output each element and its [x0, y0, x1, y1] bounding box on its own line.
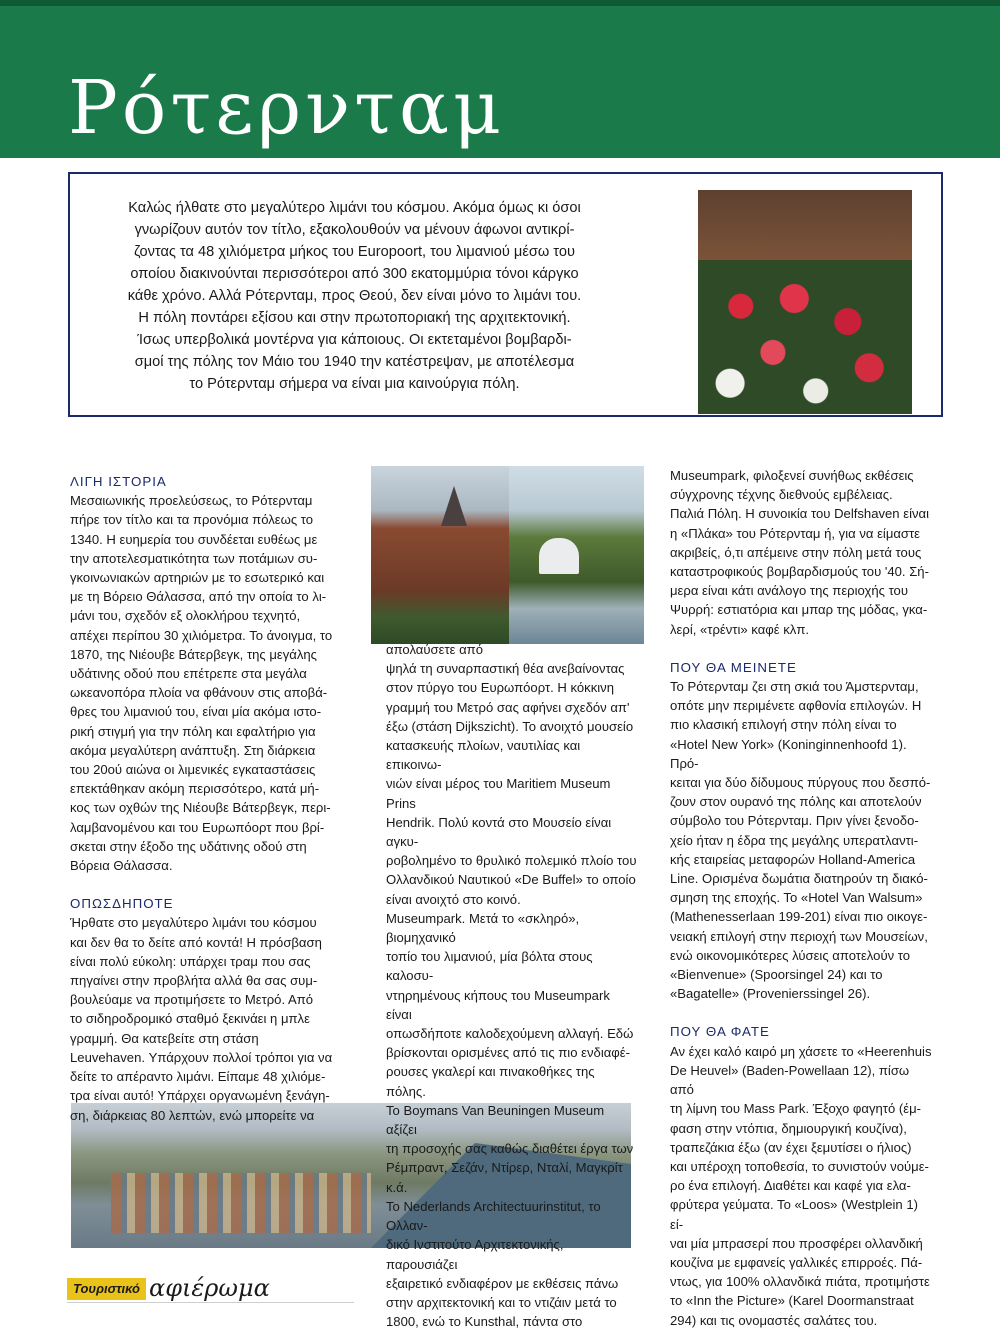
body-line: βουλεύαμε να προτιμήσετε το Μετρό. Από — [70, 992, 314, 1008]
body-line: Το Nederlands Architectuurinstitut, το Ολλαν- — [386, 1198, 601, 1234]
body-line: οπότε μην περιμένετε αφθονία επιλογών. Η — [670, 698, 922, 714]
intro-line: Η πόλη ποντάρει εξίσου και στην πρωτοποριακή της αρχιτεκτονική. — [138, 310, 571, 326]
body-line: ακόμα μεγαλύτερη ανάπτυξη. Στη διάρκεια — [70, 742, 316, 758]
body-line: «Hotel New York» (Koninginnenhoofd 1). Πρό- — [670, 736, 907, 771]
body-line: Ρέμπραντ, Σεζάν, Ντίρερ, Νταλί, Μαγκρίτ κ.ά. — [386, 1160, 623, 1195]
intro-line: ζοντας τα 48 χιλιόμετρα μήκος του Europoort, του λιμανιού μέσω του — [134, 244, 575, 260]
column-1 — [70, 472, 355, 1125]
body-line: βρίσκονται ορισμένες από τις πιο ενδιαφέ- — [386, 1045, 630, 1061]
body-line: τη λίμνη του Mass Park. Έξοχο φαγητό (έμ- — [670, 1101, 921, 1117]
footer-rule — [67, 1302, 354, 1303]
body-line: ναι μία μπρασερί που προσφέρει ολλανδική — [670, 1235, 923, 1251]
cafe-flowers-photo — [698, 190, 912, 414]
body-line: μάνι του, σχεδόν εξ ολοκλήρου τεχνητό, — [70, 608, 301, 624]
body-line: χείο ήταν η έδρα της μεγάλης υπερατλαντι- — [670, 832, 919, 848]
body-line: 1870, της Νιέουβε Βάτερβεγκ, της μεγάλης — [70, 646, 317, 662]
intro-line: Ίσως υπερβολικά μοντέρνα για κάποιους. Οι εκτεταμένοι βομβαρδι- — [137, 332, 572, 348]
body-line: με τη Βόρειο Θάλασσα, από την οποία το λι- — [70, 589, 327, 605]
intro-line: γνωρίζουν αυτόν τον τίτλο, εξακολουθούν να μένουν άφωνοι αντικρί- — [134, 222, 575, 238]
body-line: καταστροφικούς βομβαρδισμούς του '40. Σή- — [670, 564, 929, 580]
body-line: Ψυρρή: εστιατόρια και μπαρ της μόδας, γκα- — [670, 602, 928, 618]
body-line: υδάτινης οδού που επέτρεπε στα μεγάλα — [70, 666, 307, 682]
port-docks — [111, 1173, 371, 1233]
intro-line: κάθε χρόνο. Αλλά Ρότερνταμ, προς Θεού, δεν είναι μόνο το λιμάνι του. — [127, 288, 582, 304]
body-line: πηγαίνει στην προβλήτα αλλά θα σας συμ- — [70, 973, 318, 989]
body-line: Το Ρότερνταμ ζει στη σκιά του Άμστερνταμ, — [670, 679, 919, 695]
body-line: τραπεζάκια έξω (αν έχει ξεμυτίσει ο ήλιος) — [670, 1139, 912, 1155]
section-heading-must-see: ΟΠΩΣΔΗΠΟΤΕ — [70, 896, 174, 912]
body-line: στην αρχιτεκτονική και το ντιζάιν μετά το — [386, 1294, 617, 1310]
body-line: Ήρθατε στο μεγαλύτερο λιμάνι του κόσμου — [70, 915, 317, 931]
body-line: τοπίο του λιμανιού, μία βόλτα στους καλοσυ- — [386, 949, 593, 984]
castle-photo — [371, 466, 509, 644]
body-line: Museumpark. Μετά το «σκληρό», βιομηχανικό — [386, 910, 580, 946]
intro-line: οποίου διακινούνται περισσότεροι από 300 εκατομμύρια τόνοι κάργκο — [130, 266, 579, 282]
body-line: επεκτάθηκαν ακόμη περισσότερο, κατά μή- — [70, 781, 320, 797]
body-line: τη προσοχής σας καθώς διαθέτει έργα των — [386, 1141, 634, 1157]
body-line: την αποτελεσματικότητα των ποτάμιων συ- — [70, 550, 318, 566]
body-line: Museumpark, φιλοξενεί συνήθως εκθέσεις — [670, 468, 914, 483]
body-line: Μεσαιωνικής προελεύσεως, το Ρότερνταμ — [70, 493, 313, 509]
banner-top-edge — [0, 0, 1000, 6]
column-3 — [670, 466, 932, 1330]
body-line: σύμβολο του Ρότερνταμ. Πριν γίνει ξενοδο- — [670, 813, 919, 829]
castle-tower — [441, 486, 467, 526]
body-line: ρουσες γκαλερί και πινακοθήκες της πόλης. — [386, 1064, 595, 1099]
body-line: κουζίνα με εμφανείς γαλλικές επιρροές. Πά- — [670, 1254, 923, 1270]
body-line: φρύτερα γεύματα. Το «Loos» (Westplein 1) εί- — [670, 1197, 918, 1232]
body-line: ση, διάρκειας 80 λεπτών, ενώ μπορείτε να — [70, 1107, 315, 1123]
garden-pavilion-photo — [509, 466, 644, 644]
intro-line: το Ρότερνταμ σήμερα να είναι μια καινούργια πόλη. — [189, 376, 520, 392]
body-line: θρες του λιμανιού του, είναι μία ακόμα ιστο- — [70, 704, 322, 720]
body-line: De Heuvel» (Baden-Powellaan 12), πίσω από — [670, 1062, 910, 1098]
body-line: ψηλά τη συναρπαστική θέα ανεβαίνοντας — [386, 661, 625, 677]
body-line: τρα είναι αυτό! Υπάρχει οργανωμένη ξενάγη- — [70, 1088, 330, 1104]
body-line: ρο ένα επιλογή. Διαθέτει και καφέ για ελα- — [670, 1178, 911, 1194]
body-line: οπωσδήποτε καλοδεχούμενη αλλαγή. Εδώ — [386, 1026, 634, 1042]
body-line: του 20ού αιώνα οι λιμενικές εγκαταστάσεις — [70, 762, 316, 778]
body-line: είναι πολύ εύκολη: υπάρχει τραμ που σας — [70, 953, 311, 969]
body-line: Hendrik. Πολύ κοντά στο Μουσείο είναι αγκυ- — [386, 814, 612, 850]
footer-section-word: αφιέρωμα — [149, 1274, 270, 1302]
body-line: απολαύσετε από — [386, 642, 483, 657]
body-line: σκεται στην έξοδο της υδάτινης οδού στη — [70, 838, 307, 854]
body-line: κος των οχθών της Νιέουβε Βάτερβεγκ, περι- — [70, 800, 331, 816]
body-line: μερα είναι κάτι ανάλογο της περιοχής του — [670, 583, 909, 599]
body-line: στον πύργο του Ευρωπόορτ. Η κόκκινη — [386, 680, 614, 696]
body-line: είναι ανοιχτό στο κοινό. — [386, 891, 521, 907]
body-line: έξω (στάση Dijkszicht). Το ανοιχτό μουσείο — [386, 718, 634, 734]
intro-line: Καλώς ήλθατε στο μεγαλύτερο λιμάνι του κόσμου. Ακόμα όμως κι όσοι — [128, 200, 581, 216]
body-line: Βόρεια Θάλασσα. — [70, 858, 173, 874]
body-line: δείτε το απέραντο λιμάνι. Είπαμε 48 χιλιόμε- — [70, 1069, 326, 1085]
body-line: ρική στιγμή για την πόλη και εφαλτήριο για — [70, 723, 316, 739]
body-line: εξαιρετικό ενδιαφέρον με εκθέσεις πάνω — [386, 1275, 619, 1291]
body-line: ζουν στον ουρανό της πόλης και αποτελούν — [670, 794, 922, 810]
body-line: γκοινωνιακών αρτηριών με το εσωτερικό και — [70, 570, 325, 586]
body-line: πιο κλασική επιλογή στην πόλη είναι το — [670, 717, 897, 733]
body-line: Παλιά Πόλη. Η συνοικία του Delfshaven είναι — [670, 506, 930, 522]
body-line: Αν έχει καλό καιρό μη χάσετε το «Heerenhuis — [670, 1043, 932, 1059]
body-line: 1800, ενώ το Kunsthal, πάντα στο — [386, 1314, 583, 1330]
body-line: ωκεανοπόρα πλοία να φθάνουν στις αποβά- — [70, 685, 328, 701]
body-line: γραμμή. Θα κατεβείτε στη στάση — [70, 1030, 259, 1046]
body-line: Leuvehaven. Υπάρχουν πολλοί τρόποι για να — [70, 1049, 333, 1065]
body-line: σύγχρονης τέχνης διεθνούς εμβέλειας. — [670, 487, 893, 503]
body-line: δικό Ινστιτούτο Αρχιτεκτονικής, παρουσιάζει — [386, 1237, 564, 1272]
body-line: (Mathenesserlaan 199-201) είναι πιο οικογε- — [670, 909, 928, 925]
intro-line: σμοί της πόλης τον Μάιο του 1940 την κατέστρεψαν, με αποτέλεσμα — [134, 354, 575, 370]
body-line: απέχει περίπου 30 χιλιόμετρα. Το άνοιγμα, το — [70, 627, 333, 643]
body-line: η «Πλάκα» του Ρότερνταμ ή, για να είμαστε — [670, 525, 921, 541]
body-line: σμηση της εποχής. Το «Hotel Van Walsum» — [670, 890, 923, 906]
section-heading-where-to-stay: ΠΟΥ ΘΑ ΜΕΙΝΕΤΕ — [670, 659, 797, 675]
body-line: ντως, για 100% ολλανδικά πιάτα, προτιμήστε — [670, 1274, 930, 1290]
body-line: Ολλανδικού Ναυτικού «De Buffel» το οποίο — [386, 872, 636, 888]
section-heading-where-to-eat: ΠΟΥ ΘΑ ΦΑΤΕ — [670, 1024, 770, 1040]
body-line: και δεν θα το δείτε από κοντά! Η πρόσβαση — [70, 934, 322, 950]
body-line: νειακή επιλογή στην περιοχή των Μουσείων, — [670, 928, 928, 944]
body-line: γραμμή του Μετρό σας αφήνει σχεδόν απ' — [386, 699, 630, 715]
pavilion — [539, 538, 579, 574]
title-banner — [0, 0, 1000, 158]
flower-boxes — [698, 260, 912, 414]
body-line: 294) και τις ονομαστές σαλάτες του. — [670, 1312, 878, 1328]
body-line: Line. Ορισμένα δωμάτια διατηρούν τη διακό- — [670, 871, 928, 887]
body-line: λαμβανομένου και του Ευρωπόορτ που βρί- — [70, 819, 325, 835]
body-line: κατασκευής πλοίων, ναυτιλίας και επικοινω- — [386, 738, 581, 773]
body-line: ακριβείς, ό,τι απέμεινε στην πόλη μετά τους — [670, 544, 922, 560]
page-title: Ρότερνταμ — [68, 65, 506, 151]
body-line: το σιδηροδρομικό σταθμό ξεκινάει η μπλε — [70, 1011, 310, 1027]
body-line: «Bagatelle» (Provenierssingel 26). — [670, 986, 871, 1002]
footer-tag: Τουριστικό — [67, 1278, 146, 1300]
body-line: ροβολημένο το θρυλικό πολεμικό πλοίο του — [386, 853, 637, 869]
body-line: ενώ οικονομικότερες λύσεις αποτελούν το — [670, 947, 911, 963]
page-footer — [67, 1274, 354, 1302]
body-line: «Bienvenue» (Spoorsingel 24) και το — [670, 967, 883, 983]
body-line: λερί, «τρέντι» καφέ κλπ. — [670, 621, 809, 637]
body-line: και υπέροχη τοποθεσία, το συνιστούν νούμε- — [670, 1158, 929, 1174]
body-line: φαση στην ντόπια, δημιουργική κουζίνα), — [670, 1120, 907, 1136]
body-line: κής εταιρείας μεταφορών Holland-America — [670, 851, 916, 867]
body-line: πήρε τον τίτλο και τα προνόμια πόλεως το — [70, 512, 314, 528]
column-2 — [386, 640, 638, 1331]
body-line: κειται για δύο δίδυμους πύργους που δεσπό- — [670, 775, 931, 791]
body-line: 1340. Η ευημερία του συνδέεται ευθέως με — [70, 531, 318, 547]
section-heading-history: ΛΙΓΗ ΙΣΤΟΡΙΑ — [70, 474, 167, 489]
body-line: το «Inn the Picture» (Karel Doormanstraat — [670, 1293, 914, 1309]
body-line: Το Boymans Van Beuningen Museum αξίζει — [386, 1102, 605, 1138]
body-line: ντηρημένους κήπους του Museumpark είναι — [386, 987, 610, 1022]
intro-text — [82, 197, 627, 395]
body-line: νιών είναι μέρος του Maritiem Museum Prins — [386, 776, 611, 811]
